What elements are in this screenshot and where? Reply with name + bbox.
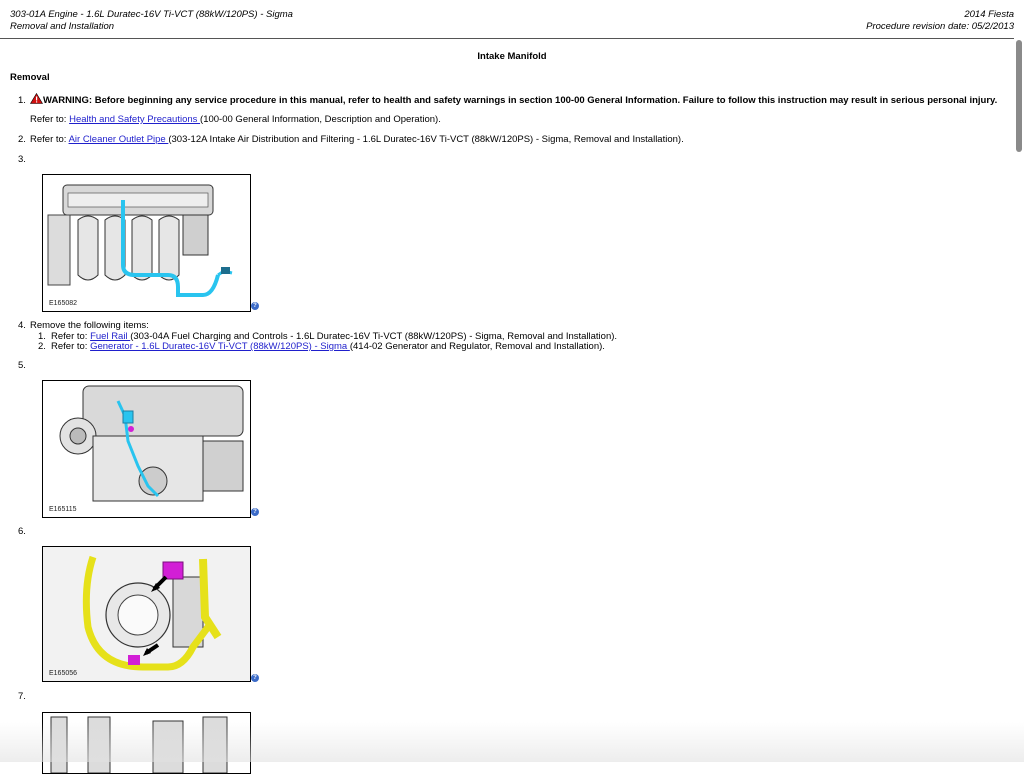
step-4-text: Remove the following items: xyxy=(30,320,149,331)
step-5-number: 5. xyxy=(18,360,26,371)
refer-label: Refer to: xyxy=(51,331,88,342)
figure-step-3 xyxy=(42,174,251,312)
doc-subtitle: Removal and Installation xyxy=(10,21,115,32)
step-2-number: 2. xyxy=(18,134,26,145)
section-heading: Removal xyxy=(10,72,50,83)
refer-detail: (414-02 Generator and Regulator, Removal and Installation). xyxy=(349,341,605,352)
figure-code: E165056 xyxy=(49,670,78,677)
link-health-safety-precautions[interactable]: Health and Safety Precautions xyxy=(69,114,201,125)
link-generator[interactable]: Generator - 1.6L Duratec-16V Ti-VCT (88kW/120PS) - Sigma xyxy=(90,341,350,352)
page-title: Intake Manifold xyxy=(477,51,547,62)
warning-text: WARNING: Before beginning any service procedure in this manual, refer to health and safety warnings in section 100-00 General Information. Failure to follow this instruction may result in serious personal injury. xyxy=(43,95,998,106)
revision-date: Procedure revision date: 05/2/2013 xyxy=(866,21,1014,32)
refer-detail: (303-04A Fuel Charging and Controls - 1.6L Duratec-16V Ti-VCT (88kW/120PS) - Sigma, Removal and Installation). xyxy=(130,331,618,342)
engine-diagram-image xyxy=(43,175,250,311)
refer-label: Refer to: xyxy=(30,114,67,125)
figure-code: E165115 xyxy=(49,506,77,513)
step-4-number: 4. xyxy=(18,320,26,331)
help-icon[interactable]: ? xyxy=(251,674,259,682)
vehicle-model: 2014 Fiesta xyxy=(964,9,1014,20)
help-icon[interactable]: ? xyxy=(251,302,259,310)
step-2-reference xyxy=(30,134,684,145)
document-header xyxy=(0,0,1014,39)
refer-detail: (303-12A Intake Air Distribution and Filtering - 1.6L Duratec-16V Ti-VCT (88kW/120PS) - Sigma, Removal and Installation). xyxy=(168,134,684,145)
step-7-number: 7. xyxy=(18,691,26,702)
engine-diagram-image xyxy=(43,381,250,517)
refer-label: Refer to: xyxy=(30,134,67,145)
step-1-number: 1. xyxy=(18,95,26,106)
figure-step-7 xyxy=(42,712,251,774)
step-1-reference xyxy=(30,114,441,125)
help-icon[interactable]: ? xyxy=(251,508,259,516)
figure-code: E165082 xyxy=(49,300,78,307)
vertical-scrollbar[interactable] xyxy=(1016,40,1022,152)
step-1-warning xyxy=(30,93,997,106)
warning-icon xyxy=(30,93,43,104)
doc-title: 303-01A Engine - 1.6L Duratec-16V Ti-VCT (88kW/120PS) - Sigma xyxy=(10,9,293,20)
engine-diagram-image xyxy=(43,713,250,773)
refer-label: Refer to: xyxy=(51,341,88,352)
step-3-number: 3. xyxy=(18,154,26,165)
engine-diagram-image xyxy=(43,547,250,681)
figure-step-5 xyxy=(42,380,251,518)
substep-1-number: 1. xyxy=(38,331,46,342)
figure-step-6 xyxy=(42,546,251,682)
step-6-number: 6. xyxy=(18,526,26,537)
link-fuel-rail[interactable]: Fuel Rail xyxy=(90,331,131,342)
link-air-cleaner-outlet-pipe[interactable]: Air Cleaner Outlet Pipe xyxy=(68,134,169,145)
substep-2-number: 2. xyxy=(38,341,46,352)
refer-detail: (100-00 General Information, Description and Operation). xyxy=(200,114,441,125)
substep-2-reference xyxy=(51,341,605,352)
